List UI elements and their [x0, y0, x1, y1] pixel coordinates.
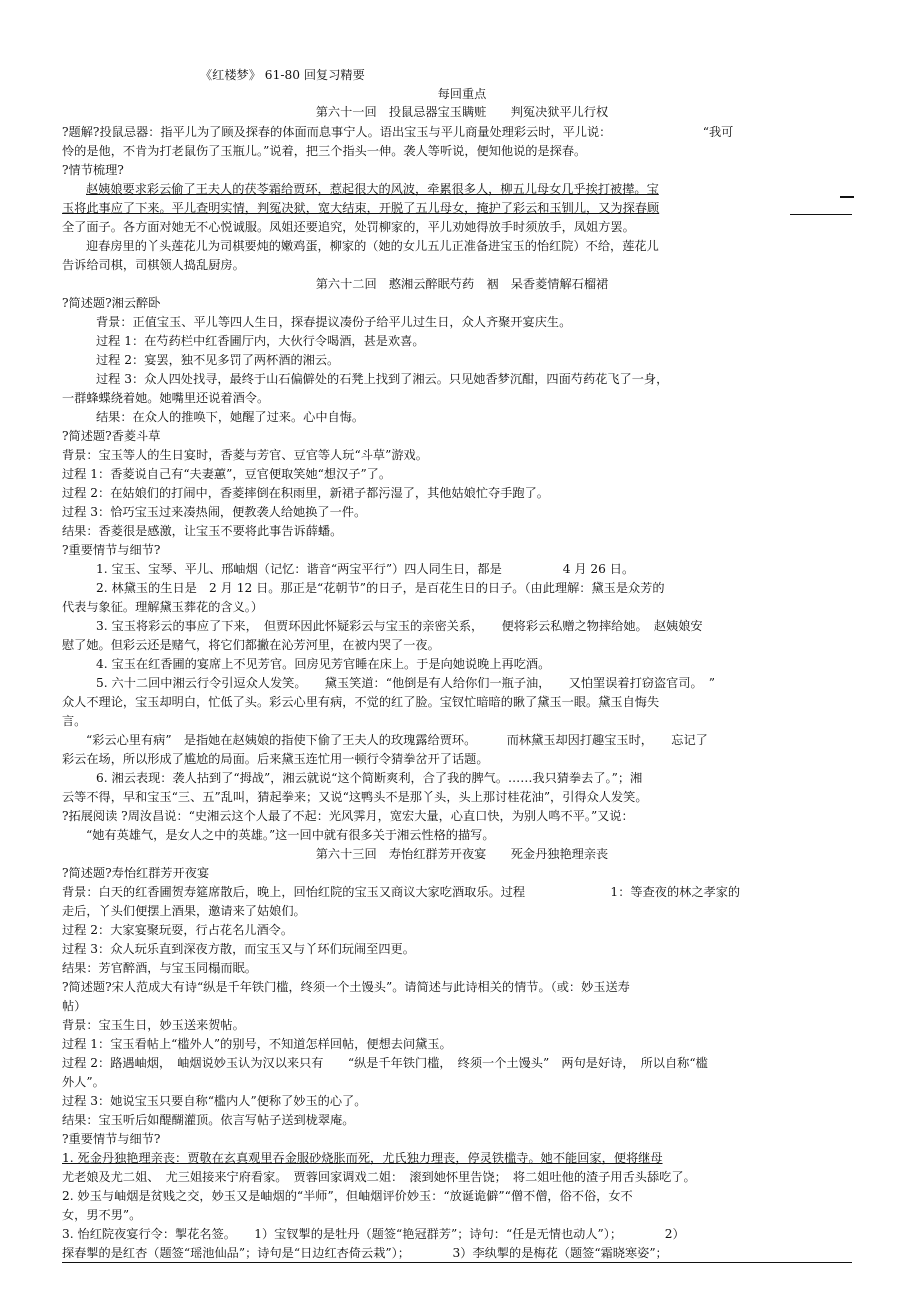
text-line: ?情节梳理?	[62, 163, 124, 177]
text-line: 众人不理论，宝玉却明白，忙低了头。彩云心里有病，不觉的红了脸。宝钗忙暗暗的瞅了黛玉一眼。黛玉自悔失	[62, 695, 660, 709]
text-line: ?重要情节与细节?	[62, 543, 161, 557]
text-line: “她有英雄气，是女人之中的英雄。”这一回中就有很多关于湘云性格的描写。	[86, 828, 495, 842]
text-line: 过程 2：在姑娘们的打闹中，香菱摔倒在积雨里，新裙子都污湿了，其他姑娘忙夺手跑了。	[62, 486, 549, 500]
text-line: 迎春房里的丫头莲花儿为司棋要炖的嫩鸡蛋，柳家的（她的女儿五儿正准备进宝玉的怡红院）不给，莲花儿	[86, 239, 659, 253]
text-line: 过程 1：在芍药栏中红香圃厅内，大伙行令喝酒，甚是欢喜。	[96, 334, 425, 348]
text-line: 走后，丫头们便摆上酒果，邀请来了姑娘们。	[62, 904, 306, 918]
text-line: 女，男不男”。	[62, 1208, 142, 1222]
text-line: 结果：宝玉听后如醍醐灌顶。依言写帖子送到栊翠庵。	[62, 1113, 355, 1127]
text-line: 赵姨娘要求彩云偷了王夫人的茯苓霜给贾环，惹起很大的风波，牵累很多人，柳五儿母女几乎挨打被撵。宝	[86, 182, 659, 196]
text-line: 过程 3：众人四处找寻，最终于山石偏僻处的石凳上找到了湘云。只见她香梦沉酣，四面芍药花飞了一身，	[96, 372, 669, 386]
text-line: 1. 死金丹独艳理亲丧：贾敬在玄真观里吞金服砂烧胀而死，尤氏独力理丧，停灵铁槛寺。她不能回家，便将继母	[62, 1151, 663, 1165]
text-line: 2. 妙玉与岫烟是贫贱之交，妙玉又是岫烟的“半师”，但岫烟评价妙玉：“放诞诡僻”“僧不僧，俗不俗，女不	[62, 1189, 633, 1203]
text-line: 背景：宝玉等人的生日宴时，香菱与芳官、豆官等人玩“斗草”游戏。	[62, 448, 428, 462]
text-line: “彩云心里有病” 是指她在赵姨娘的指使下偷了王夫人的玫瑰露给贾环。 而林黛玉却因打趣宝玉时， 忘记了	[86, 733, 708, 747]
text-line: 结果：在众人的推唤下，她醒了过来。心中自悔。	[96, 410, 365, 424]
text-line: 过程 2：路遇岫烟， 岫烟说妙玉认为汉以来只有 “纵是千年铁门槛， 终须一个土馒头” 两句是好诗， 所以自称“槛	[62, 1056, 708, 1070]
text-line: 第六十一回 投鼠忌器宝玉瞒赃 判冤决狱平儿行权	[315, 105, 609, 119]
text-line: 代表与象征。理解黛玉葬花的含义。）	[62, 600, 264, 614]
text-line: ?拓展阅读 ?周汝昌说：“史湘云这个人最了不起：光风霁月，宽宏大量，心直口快，为别人鸣不平。”又说：	[62, 809, 634, 823]
text-line: 过程 2：宴罢，独不见多罚了两杯酒的湘云。	[96, 353, 340, 367]
text-line: 外人”。	[62, 1075, 105, 1089]
text-line: 云等不得，早和宝玉“三、五”乱叫，猜起拳来；又说“这鸭头不是那丫头，头上那讨桂花油”，引得众人发笑。	[62, 790, 648, 804]
text-line: 第六十二回 憨湘云醉眠芍药 裀 呆香菱情解石榴裙	[315, 277, 609, 291]
bottom-rule	[62, 1262, 852, 1263]
text-line: 过程 1：宝玉看帖上“槛外人”的别号，不知道怎样回帖，便想去问黛玉。	[62, 1037, 452, 1051]
document-subtitle: 每回重点	[437, 87, 487, 101]
text-line: 4. 宝玉在红香圃的宴席上不见芳官。回房见芳官睡在床上。于是向她说晚上再吃酒。	[96, 657, 551, 671]
text-line: 全了面子。各方面对她无不心悦诚服。凤姐还要追究，处罚柳家的，平儿劝她得放手时须放手，凤姐方罢。	[62, 220, 635, 234]
text-line: 背景：白天的红香圃贺寿筵席散后，晚上，回怡红院的宝玉又商议大家吃酒取乐。过程 1：等查夜的林之孝家的	[62, 885, 741, 899]
text-line: ?简述题?宋人范成大有诗“纵是千年铁门槛，终须一个土馒头”。请简述与此诗相关的情节。（或：妙玉送寿	[62, 980, 630, 994]
text-line: ?简述题?寿怡红群芳开夜宴	[62, 866, 210, 880]
text-line: 结果：芳官醉酒，与宝玉同榻而眠。	[62, 961, 257, 975]
text-line: ?简述题?湘云醉卧	[62, 296, 161, 310]
text-line: 第六十三回 寿怡红群芳开夜宴 死金丹独艳理亲丧	[315, 847, 609, 861]
text-line: 尤老娘及尤二姐、 尤三姐接来宁府看家。 贾蓉回家调戏二姐： 滚到她怀里告饶； 将二姐吐他的渣子用舌头舔吃了。	[62, 1170, 696, 1184]
text-line: 过程 2：大家宴聚玩耍，行占花名儿酒令。	[62, 923, 294, 937]
text-line: 言。	[62, 714, 87, 728]
text-line: 帖）	[62, 999, 87, 1013]
text-line: 1. 宝玉、宝琴、平儿、邢岫烟（记忆：谐音“两宝平行”）四人同生日，都是 4 月 26 日。	[96, 562, 635, 576]
text-line: 过程 1：香菱说自己有“夫妻蕙”，豆官便取笑她“想汉子”了。	[62, 467, 392, 481]
text-line: 探春掣的是红杏（题签“瑶池仙品”；诗句是“日边红杏倚云栽”）； 3）李纨掣的是梅花（题签“霜晓寒姿”；	[62, 1246, 668, 1260]
text-line: 过程 3：恰巧宝玉过来凑热闹，便教袭人给她换了一件。	[62, 505, 367, 519]
text-line: 5. 六十二回中湘云行令引逗众人发笑。 黛玉笑道：“他倒是有人给你们一瓶子油， 又怕罣误着打窃盗官司。 ”	[96, 676, 716, 690]
text-line: 结果：香菱很是感激，让宝玉不要将此事告诉薛蟠。	[62, 524, 343, 538]
text-line: 一群蜂蝶绕着她。她嘴里还说着酒令。	[62, 391, 270, 405]
text-line: ?题解?投鼠忌器：指平儿为了顾及探春的体面而息事宁人。语出宝玉与平儿商量处理彩云时，平儿说： “我可	[62, 125, 734, 139]
text-line: 3. 宝玉将彩云的事应了下来， 但贾环因此怀疑彩云与宝玉的亲密关系， 便将彩云私赠之物摔给她。 赵姨娘安	[96, 619, 703, 633]
text-line: 背景：正值宝玉、平儿等四人生日，探春提议凑份子给平儿过生日，众人齐聚开宴庆生。	[96, 315, 572, 329]
text-line: 告诉给司棋，司棋领人捣乱厨房。	[62, 258, 245, 272]
text-line: ?重要情节与细节?	[62, 1132, 161, 1146]
text-line: 过程 3：她说宝玉只要自称“槛内人”便称了妙玉的心了。	[62, 1094, 367, 1108]
text-line: 过程 3：众人玩乐直到深夜方散，而宝玉又与丫环们玩闹至四更。	[62, 942, 415, 956]
text-line: 6. 湘云表现：袭人拈到了“拇战”，湘云就说“这个简断爽利，合了我的脾气。……我只猜拳去了。”；湘	[96, 771, 643, 785]
text-line: ?简述题?香菱斗草	[62, 429, 161, 443]
margin-rule	[790, 214, 852, 215]
text-line: 玉将此事应了下来。平儿查明实情，判冤决狱，宽大结束，开脱了五儿母女，掩护了彩云和玉钏儿，又为探春顾	[62, 201, 660, 215]
document-title: 《红楼梦》 61-80 回复习精要	[200, 68, 365, 82]
text-line: 2. 林黛玉的生日是 2 月 12 日。那正是“花朝节”的日子，是百花生日的日子。（由此理解：黛玉是众芳的	[96, 581, 665, 595]
text-line: 背景：宝玉生日，妙玉送来贺帖。	[62, 1018, 245, 1032]
text-line: 慰了她。但彩云还是赌气，将它们都撇在沁芳河里，在被内哭了一夜。	[62, 638, 440, 652]
text-line: 3. 怡红院夜宴行令：掣花名签。 1）宝钗掣的是牡丹（题签“艳冠群芳”；诗句：“任是无情也动人”）； 2）	[62, 1227, 685, 1241]
margin-mark	[840, 196, 854, 198]
text-line: 彩云在场，所以形成了尴尬的局面。后来黛玉连忙用一顿行令猜拳岔开了话题。	[62, 752, 489, 766]
text-line: 怜的是他，不肯为打老鼠伤了玉瓶儿。”说着，把三个指头一伸。袭人等听说，便知他说的是探春。	[62, 144, 587, 158]
